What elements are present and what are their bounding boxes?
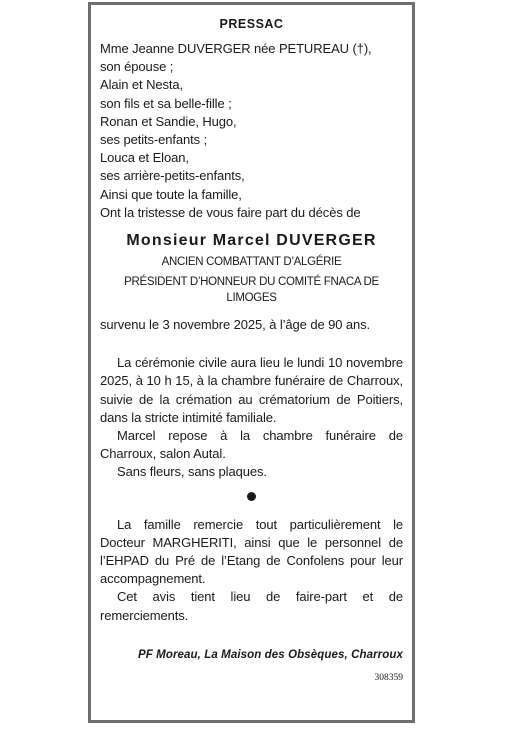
announcer-line: ses petits-enfants ; <box>100 132 208 148</box>
deceased-name: Monsieur Marcel DUVERGER <box>126 232 377 250</box>
notice-statement: Cet avis tient lieu de faire-part et de remerciements. <box>100 589 403 623</box>
announcer-line: son épouse ; <box>100 59 174 75</box>
announcer-line: son fils et sa belle-fille ; <box>100 95 232 111</box>
announcer-line: Louca et Eloan, <box>100 150 189 166</box>
deceased-title: ANCIEN COMBATTANT D’ALGÉRIE <box>161 256 342 269</box>
announcer-line: ses arrière-petits-enfants, <box>100 168 245 184</box>
announcer-line: Ainsi que toute la famille, <box>100 186 242 202</box>
separator <box>100 482 403 512</box>
deceased-title: PRÉSIDENT D’HONNEUR DU COMITÉ FNACA DE LIMOGES <box>124 276 379 305</box>
announcer-line: Ont la tristesse de vous faire part du décès de <box>100 204 361 220</box>
announcer-list <box>100 40 403 222</box>
notice-town: PRESSAC <box>219 17 284 31</box>
reference-number: 308359 <box>374 672 403 683</box>
obituary-notice <box>88 2 415 723</box>
bullet-icon <box>247 492 256 501</box>
viewing-paragraph: Marcel repose à la chambre funéraire de Charroux, salon Autal. <box>100 428 403 462</box>
funeral-home: PF Moreau, La Maison des Obsèques, Charroux <box>137 648 403 661</box>
announcer-line: Mme Jeanne DUVERGER née PETUREAU (†), <box>100 41 372 56</box>
no-flowers-paragraph: Sans fleurs, sans plaques. <box>117 464 267 480</box>
death-info: survenu le 3 novembre 2025, à l’âge de 90 ans. <box>100 317 371 333</box>
announcer-line: Ronan et Sandie, Hugo, <box>100 113 237 129</box>
ceremony-paragraph: La cérémonie civile aura lieu le lundi 10 novembre 2025, à 10 h 15, à la chambre funéraire de Charroux, suivie de la crémation au crématorium de Poitiers, dans la stricte intimité familiale. <box>100 355 403 425</box>
thanks-paragraph: La famille remercie tout particulièrement le Docteur MARGHERITI, ainsi que le personnel de l’EHPAD du Pré de l’Etang de Confolens pour leur accompagnement. <box>100 516 403 587</box>
announcer-line: Alain et Nesta, <box>100 77 184 93</box>
